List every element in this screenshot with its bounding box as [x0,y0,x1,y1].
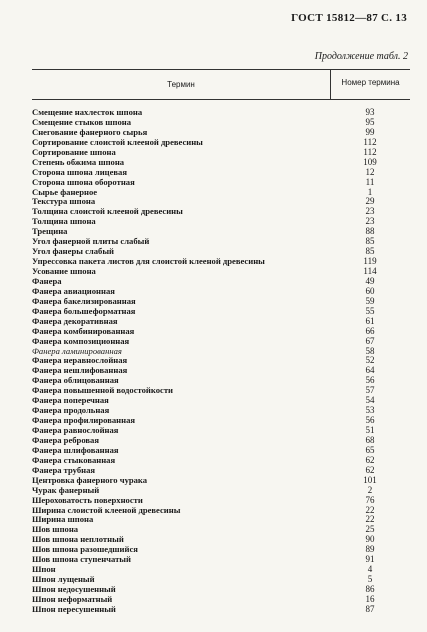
term-number-cell: 1 [367,186,373,197]
table-row [32,128,410,138]
table-body [32,100,410,615]
term-number-cell: 62 [365,454,375,465]
table-row [32,396,410,406]
term-cell: Центровка фанерного чурака [32,475,148,485]
table-row [32,545,410,555]
table-row [32,356,410,366]
table-row [32,446,410,456]
term-cell: Шов шпона неплотный [32,535,124,545]
term-number-cell: 119 [363,256,377,267]
term-cell: Степень обжима шпона [32,157,125,167]
page-header: ГОСТ 15812—87 С. 13 [291,12,407,24]
term-cell: Сторона шпона лицевая [32,167,127,177]
term-cell: Фанера повышенной водостойкости [32,386,173,396]
term-cell: Шпон [32,565,56,575]
term-number-cell: 23 [365,206,375,217]
term-cell: Шов шпона ступенчатый [32,555,131,565]
table-row [32,506,410,516]
term-number-cell: 52 [365,355,375,366]
term-number-cell: 112 [363,136,377,147]
term-cell: Фанера шлифованная [32,445,119,455]
table-row [32,426,410,436]
term-cell: Фанера поперечная [32,396,109,406]
term-cell: Шероховатость поверхности [32,495,143,505]
table-row [32,168,410,178]
term-cell: Сортирование шпона [32,147,116,157]
term-number-cell: 109 [363,156,377,167]
term-cell: Шов шпона [32,525,79,535]
term-number-cell: 95 [365,116,375,127]
table-row [32,237,410,247]
term-number-cell: 54 [365,395,375,406]
table-row [32,416,410,426]
table-row [32,565,410,575]
table-row [32,585,410,595]
term-cell: Угол фанерной плиты слабый [32,237,150,247]
term-cell: Смещение стыков шпона [32,117,132,127]
table-row [32,317,410,327]
term-cell: Шпон недосушенный [32,585,116,594]
table-row [32,148,410,158]
table-row [32,327,410,337]
table-row [32,595,410,605]
table-row [32,277,410,287]
term-cell: Шов шпона разошедшийся [32,545,138,555]
table-row [32,366,410,376]
term-cell: Фанера ребровая [32,435,100,445]
term-cell: Фанера [32,276,62,286]
table-row [32,247,410,257]
table-row [32,525,410,535]
term-number-cell: 5 [367,574,373,585]
term-number-cell: 89 [365,544,375,555]
continuation-label: Продолжение табл. 2 [314,51,408,62]
table-row [32,386,410,396]
table-row [32,406,410,416]
term-number-cell: 57 [365,385,375,396]
term-cell: Упрессовка пакета листов для слоистой клееной древесины [32,257,265,267]
column-header-number: Номер термина [341,78,400,87]
term-cell: Фанера большеформатная [32,306,136,316]
table-row [32,197,410,207]
term-cell: Шпон пересушенный [32,604,116,614]
term-number-cell: 68 [365,434,375,445]
table-row [32,287,410,297]
term-cell: Толщина слоистой клееной древесины [32,207,183,217]
term-cell: Фанера декоративная [32,316,118,326]
term-number-cell: 86 [365,584,375,594]
term-number-cell: 29 [365,196,375,207]
term-number-cell: 67 [365,335,375,346]
table-row [32,515,410,525]
term-cell: Толщина шпона [32,217,96,227]
term-cell: Сторона шпона оборотная [32,177,135,187]
term-cell: Текстура шпона [32,197,96,207]
term-number-cell: 61 [365,315,375,326]
term-cell: Угол фанеры слабый [32,247,114,257]
terms-table [32,69,410,615]
term-cell: Трещина [32,227,68,237]
term-number-cell: 114 [363,266,377,276]
table-row [32,575,410,585]
term-cell: Снегование фанерного сырья [32,127,148,137]
term-number-cell: 99 [365,126,375,137]
table-row [32,188,410,198]
term-cell: Фанера авиационная [32,286,115,296]
term-cell: Смещение нахлесток шпона [32,108,143,117]
table-row [32,476,410,486]
table-row [32,456,410,466]
table-row [32,138,410,148]
term-cell: Фанера ламинированная [32,346,122,356]
term-number-cell: 51 [365,425,375,435]
table-header [32,70,410,100]
term-number-cell: 60 [365,285,375,296]
term-number-cell: 87 [365,603,375,614]
term-cell: Фанера стыкованная [32,455,116,465]
table-row [32,347,410,357]
term-cell: Сортирование слоистой клееной древесины [32,137,203,147]
term-cell: Фанера неравнослойная [32,356,128,366]
term-number-cell: 22 [365,504,375,515]
term-number-cell: 85 [365,236,375,247]
term-number-cell: 11 [365,176,375,187]
term-number-cell: 53 [365,405,375,416]
term-cell: Фанера трубная [32,465,96,475]
table-row [32,466,410,476]
term-number-cell: 93 [365,107,375,117]
table-row [32,158,410,168]
table-row [32,307,410,317]
term-number-cell: 62 [365,464,375,475]
term-number-cell: 4 [367,564,373,575]
term-number-cell: 101 [363,474,377,485]
term-cell: Шпон лущеный [32,575,95,585]
term-number-cell: 112 [363,146,377,157]
table-row [32,178,410,188]
term-number-cell: 90 [365,534,375,545]
table-row [32,376,410,386]
term-number-cell: 2 [367,484,373,495]
term-cell: Ширина слоистой клееной древесины [32,505,181,515]
term-number-cell: 65 [365,444,375,455]
term-number-cell: 25 [365,524,375,535]
term-number-cell: 59 [365,295,375,306]
term-cell: Чурак фанерный [32,485,100,495]
term-number-cell: 55 [365,305,375,316]
term-cell: Фанера продольная [32,406,110,416]
table-row [32,555,410,565]
table-row [32,436,410,446]
term-number-cell: 76 [365,494,375,505]
term-number-cell: 23 [365,216,375,227]
term-number-cell: 85 [365,246,375,257]
term-number-cell: 49 [365,275,375,286]
term-cell: Ширина шпона [32,515,94,525]
table-row [32,118,410,128]
term-cell: Фанера бакелизированная [32,296,136,306]
term-number-cell: 66 [365,325,375,336]
table-row [32,217,410,227]
term-cell: Фанера комбинированная [32,326,135,336]
term-number-cell: 58 [365,345,375,356]
term-cell: Фанера нешлифованная [32,366,128,376]
term-cell: Сырье фанерное [32,187,98,197]
table-row [32,267,410,277]
term-cell: Фанера облицованная [32,376,119,386]
table-row [32,108,410,118]
table-row [32,227,410,237]
table-row [32,605,410,615]
term-cell: Фанера композиционная [32,336,130,346]
term-number-cell: 16 [365,593,375,604]
column-header-term: Термин [32,70,331,99]
table-row [32,496,410,506]
term-number-cell: 22 [365,514,375,525]
table-row [32,486,410,496]
term-cell: Фанера профилированная [32,416,136,426]
table-row [32,257,410,267]
table-row [32,535,410,545]
table-row [32,297,410,307]
table-row [32,337,410,347]
term-number-cell: 56 [365,375,375,386]
term-cell: Фанера равнослойная [32,426,119,435]
term-number-cell: 12 [365,166,375,177]
term-number-cell: 91 [365,554,375,565]
term-number-cell: 64 [365,365,375,376]
term-number-cell: 56 [365,415,375,426]
term-cell: Шпон неформатный [32,594,113,604]
table-row [32,207,410,217]
term-cell: Усование шпона [32,267,96,276]
term-number-cell: 88 [365,226,375,237]
